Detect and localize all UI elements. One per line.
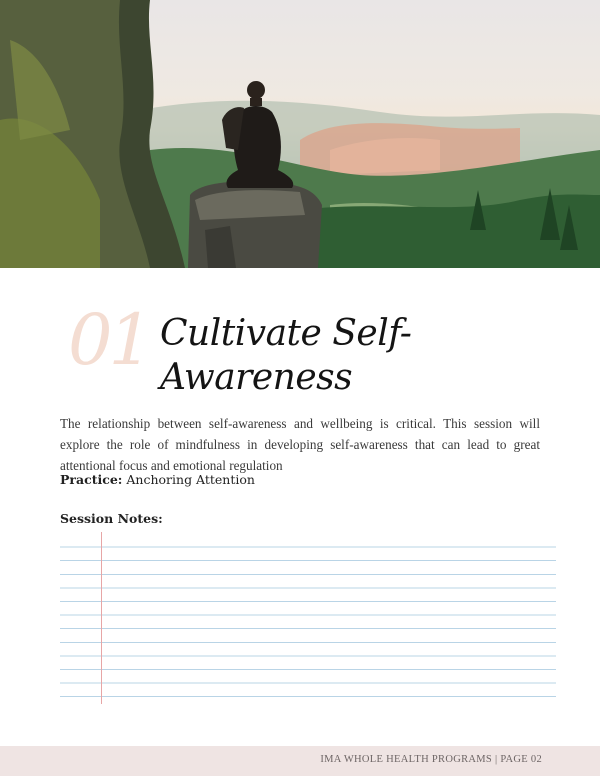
page-title: Cultivate Self-Awareness <box>160 313 412 398</box>
section-number: 01 <box>68 299 150 381</box>
footer-text: IMA WHOLE HEALTH PROGRAMS | PAGE 02 <box>320 754 542 765</box>
session-notes-label: Session Notes: <box>60 511 163 526</box>
session-description: The relationship between self-awareness and wellbeing is critical. This session will explore the role of mindfulness in developing self-awareness that can lead to great attentional focus and emotional regulation <box>60 416 540 473</box>
practice-label: Practice: <box>60 472 123 487</box>
page-footer <box>0 746 600 776</box>
hero-photo <box>0 0 600 268</box>
practice-value: Anchoring Attention <box>126 472 255 487</box>
session-notes-area[interactable] <box>60 534 556 704</box>
practice-line <box>60 471 540 489</box>
landscape-photo <box>0 0 600 268</box>
